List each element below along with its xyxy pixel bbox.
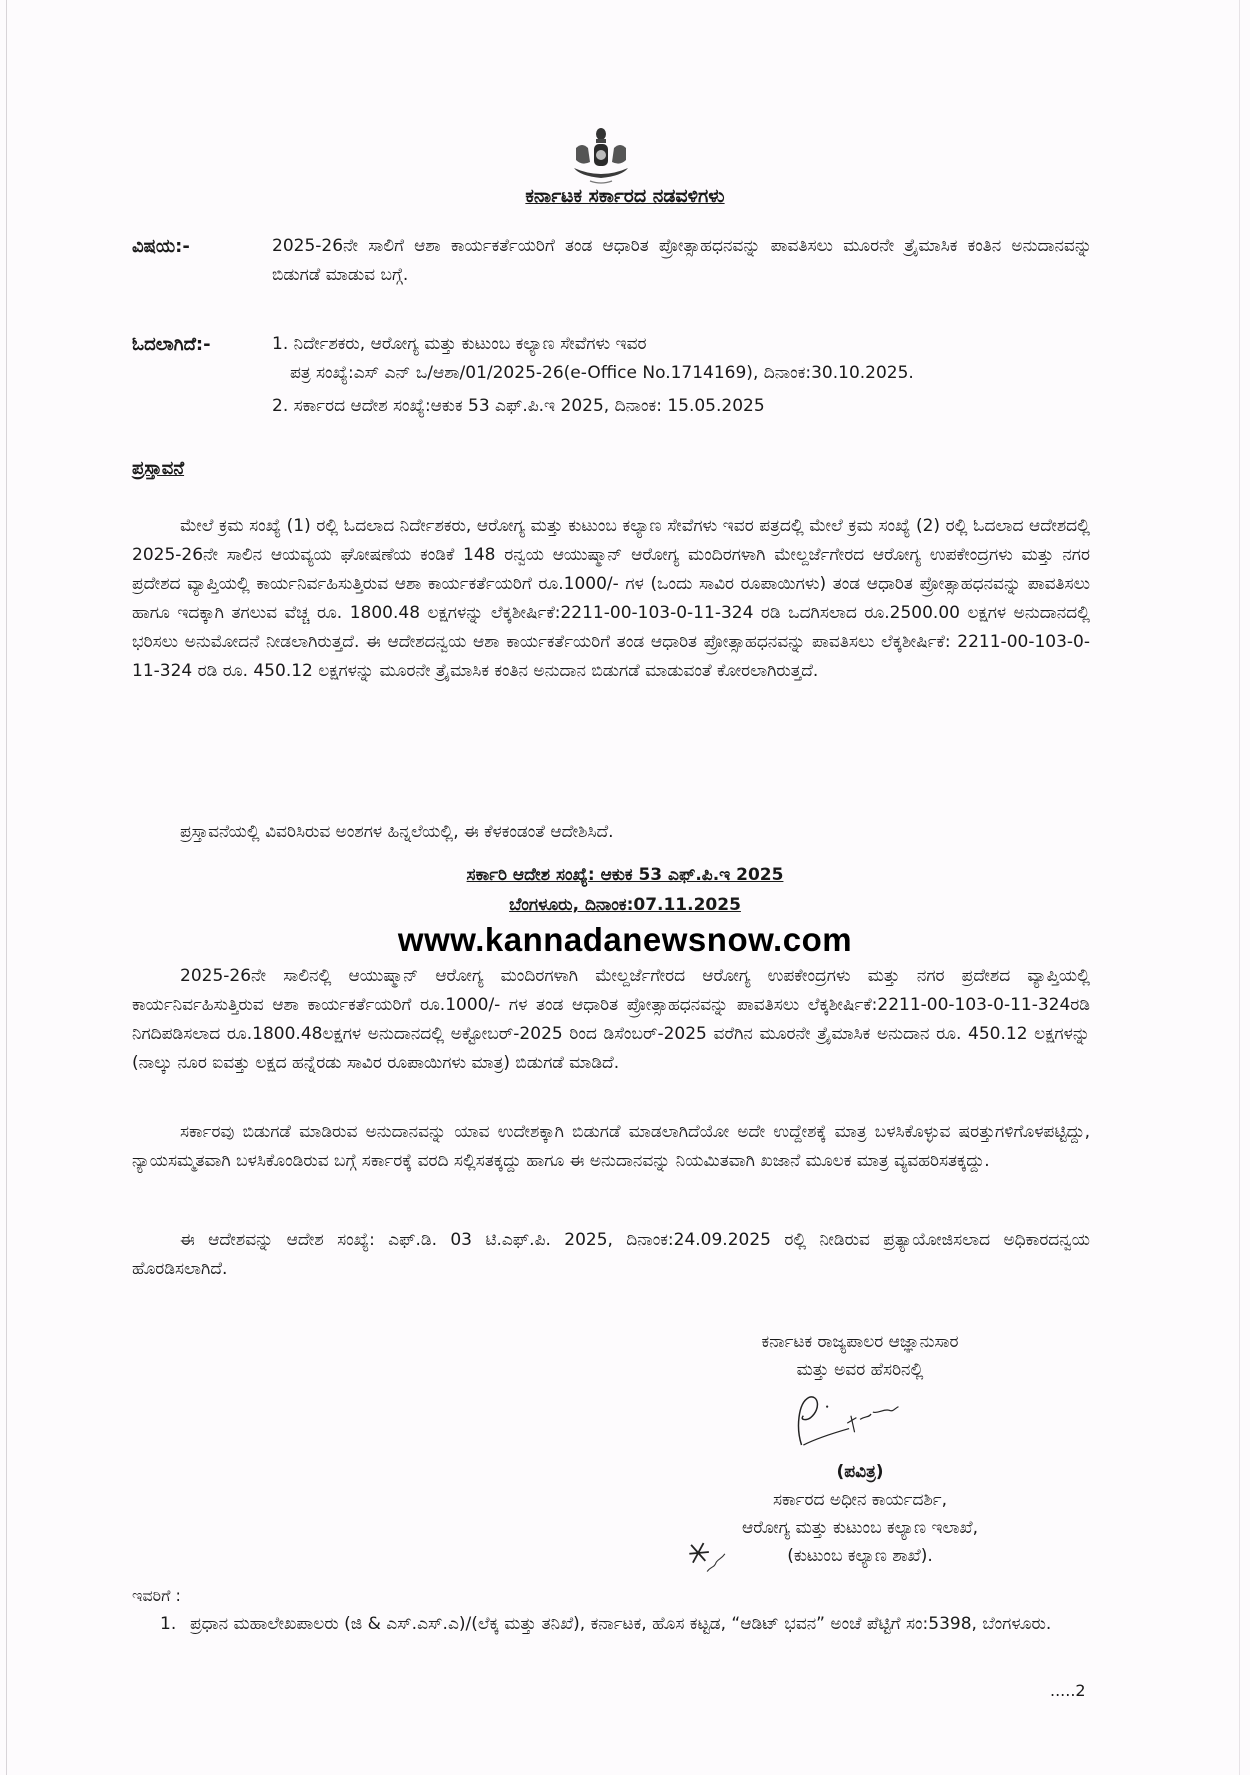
reference-1-line-2: ಪತ್ರ ಸಂಖ್ಯೆ:ಎಸ್ ಎನ್ ಒ/ಆಶಾ/01/2025-26(e-Office No.1714169), ದಿನಾಂಕ:30.10.2025. xyxy=(290,363,914,383)
order-paragraph-1: 2025-26ನೇ ಸಾಲಿನಲ್ಲಿ ಆಯುಷ್ಮಾನ್ ಆರೋಗ್ಯ ಮಂದಿರಗಳಾಗಿ ಮೇಲ್ದರ್ಜೆಗೇರದ ಆರೋಗ್ಯ ಉಪಕೇಂದ್ರಗಳು ಮತ್ತು ನಗರ ಪ್ರದೇಶದ ವ್ಯಾಪ್ತಿಯಲ್ಲಿ ಕಾರ್ಯನಿರ್ವಹಿಸುತ್ತಿರುವ ಆಶಾ ಕಾರ್ಯಕರ್ತೆಯರಿಗೆ ರೂ.1000/- ಗಳ ತಂಡ ಆಧಾರಿತ ಪ್ರೋತ್ಸಾಹಧನವನ್ನು ಪಾವತಿಸಲು ಲೆಕ್ಕಶೀರ್ಷಿಕೆ:2211-00-103-0-11-324ರಡಿ ನಿಗದಿಪಡಿಸಲಾದ ರೂ.1800.48ಲಕ್ಷಗಳ ಅನುದಾನದಲ್ಲಿ ಅಕ್ಟೋಬರ್-2025 ರಿಂದ ಡಿಸೆಂಬರ್-2025 ವರೆಗಿನ ಮೂರನೇ ತ್ರೈಮಾಸಿಕ ಅನುದಾನ ರೂ. 450.12 ಲಕ್ಷಗಳನ್ನು (ನಾಲ್ಕು ನೂರ ಐವತ್ತು ಲಕ್ಷದ ಹನ್ನೆರಡು ಸಾವಿರ ರೂಪಾಯಿಗಳು ಮಾತ್ರ) ಬಿಡುಗಡೆ ಮಾಡಿದೆ. xyxy=(132,966,1090,1073)
handwritten-signature xyxy=(785,1392,915,1456)
references-label: ಓದಲಾಗಿದೆ:- xyxy=(132,334,211,355)
reference-1-line-1: 1. ನಿರ್ದೇಶಕರು, ಆರೋಗ್ಯ ಮತ್ತು ಕುಟುಂಬ ಕಲ್ಯಾಣ ಸೇವೆಗಳು ಇವರ xyxy=(272,334,647,354)
designation-line-2: ಆರೋಗ್ಯ ಮತ್ತು ಕುಟುಂಬ ಕಲ್ಯಾಣ ಇಲಾಖೆ, xyxy=(741,1518,979,1538)
references-section xyxy=(132,330,1092,421)
preamble-paragraph: ಮೇಲೆ ಕ್ರಮ ಸಂಖ್ಯೆ (1) ರಲ್ಲಿ ಓದಲಾದ ನಿರ್ದೇಶಕರು, ಆರೋಗ್ಯ ಮತ್ತು ಕುಟುಂಬ ಕಲ್ಯಾಣ ಸೇವೆಗಳು ಇವರ ಪತ್ರದಲ್ಲಿ ಮೇಲೆ ಕ್ರಮ ಸಂಖ್ಯೆ (2) ರಲ್ಲಿ ಓದಲಾದ ಆದೇಶದಲ್ಲಿ 2025-26ನೇ ಸಾಲಿನ ಆಯವ್ಯಯ ಘೋಷಣೆಯ ಕಂಡಿಕೆ 148 ರನ್ವಯ ಆಯುಷ್ಮಾನ್ ಆರೋಗ್ಯ ಮಂದಿರಗಳಾಗಿ ಮೇಲ್ದರ್ಜೆಗೇರದ ಆರೋಗ್ಯ ಉಪಕೇಂದ್ರಗಳು ಮತ್ತು ನಗರ ಪ್ರದೇಶದ ವ್ಯಾಪ್ತಿಯಲ್ಲಿ ಕಾರ್ಯನಿರ್ವಹಿಸುತ್ತಿರುವ ಆಶಾ ಕಾರ್ಯಕರ್ತೆಯರಿಗೆ ರೂ.1000/- ಗಳ (ಒಂದು ಸಾವಿರ ರೂಪಾಯಿಗಳು) ತಂಡ ಆಧಾರಿತ ಪ್ರೋತ್ಸಾಹಧನವನ್ನು ಪಾವತಿಸಲು ಹಾಗೂ ಇದಕ್ಕಾಗಿ ತಗಲುವ ವೆಚ್ಚ ರೂ. 1800.48 ಲಕ್ಷಗಳನ್ನು ಲೆಕ್ಕಶೀರ್ಷಿಕೆ:2211-00-103-0-11-324 ರಡಿ ಒದಗಿಸಲಾದ ರೂ.2500.00 ಲಕ್ಷಗಳ ಅನುದಾನದಲ್ಲಿ ಭರಿಸಲು ಅನುಮೋದನೆ ನೀಡಲಾಗಿರುತ್ತದೆ. ಈ ಆದೇಶದನ್ವಯ ಆಶಾ ಕಾರ್ಯಕರ್ತೆಯರಿಗೆ ತಂಡ ಆಧಾರಿತ ಪ್ರೋತ್ಸಾಹಧನವನ್ನು ಪಾವತಿಸಲು ಲೆಕ್ಕಶೀರ್ಷಿಕೆ: 2211-00-103-0-11-324 ರಡಿ ರೂ. 450.12 ಲಕ್ಷಗಳನ್ನು ಮೂರನೇ ತ್ರೈಮಾಸಿಕ ಕಂತಿನ ಅನುದಾನ ಬಿಡುಗಡೆ ಮಾಡುವಂತೆ ಕೋರಲಾಗಿರುತ್ತದೆ. xyxy=(132,516,1090,681)
subject-label: ವಿಷಯ:- xyxy=(132,236,190,257)
order-number: ಸರ್ಕಾರಿ ಆದೇಶ ಸಂಖ್ಯೆ: ಆಕುಕ 53 ಎಫ್.ಪಿ.ಇ 2025 xyxy=(466,865,784,885)
authority-line-1: ಕರ್ನಾಟಕ ರಾಜ್ಯಪಾಲರ ಆಜ್ಞಾನುಸಾರ xyxy=(761,1332,959,1352)
subject-text: 2025-26ನೇ ಸಾಲಿಗೆ ಆಶಾ ಕಾರ್ಯಕರ್ತೆಯರಿಗೆ ತಂಡ ಆಧಾರಿತ ಪ್ರೋತ್ಸಾಹಧನವನ್ನು ಪಾವತಿಸಲು ಮೂರನೇ ತ್ರೈಮಾಸಿಕ ಕಂತಿನ ಅನುದಾನವನ್ನು ಬಿಡುಗಡೆ ಮಾಡುವ ಬಗ್ಗೆ. xyxy=(272,236,1092,285)
preamble-heading: ಪ್ರಸ್ತಾವನೆ xyxy=(132,458,185,479)
signatory-name: (ಪವಿತ್ರ) xyxy=(836,1462,884,1482)
recipient-item: ಪ್ರಧಾನ ಮಹಾಲೇಖಪಾಲರು (ಜಿ & ಎಸ್.ಎಸ್.ಎ)/(ಲೆಕ್ಕ ಮತ್ತು ತನಿಖೆ), ಕರ್ನಾಟಕ, ಹೊಸ ಕಟ್ಟಡ, “ಆಡಿಟ್ ಭವನ” ಅಂಚೆ ಪೆಟ್ಟಿಗೆ ಸಂ:5398, ಬೆಂಗಳೂರು. xyxy=(190,1614,1052,1634)
recipients-list xyxy=(160,1610,1095,1638)
designation-line-3: (ಕುಟುಂಬ ಕಲ್ಯಾಣ ಶಾಖೆ). xyxy=(787,1546,933,1566)
order-paragraph-3: ಈ ಆದೇಶವನ್ನು ಆದೇಶ ಸಂಖ್ಯೆ: ಎಫ್.ಡಿ. 03 ಟಿ.ಎಫ್.ಪಿ. 2025, ದಿನಾಂಕ:24.09.2025 ರಲ್ಲಿ ನೀಡಿರುವ ಪ್ರತ್ಯಾಯೋಜಿಸಲಾದ ಅಧಿಕಾರದನ್ವಯ ಹೊರಡಿಸಲಾಗಿದೆ. xyxy=(132,1230,1090,1279)
designation-line-1: ಸರ್ಕಾರದ ಅಧೀನ ಕಾರ್ಯದರ್ಶಿ, xyxy=(773,1490,947,1510)
document-title: ಕರ್ನಾಟಕ ಸರ್ಕಾರದ ನಡವಳಿಗಳು xyxy=(525,185,725,207)
handwritten-initials xyxy=(683,1536,733,1576)
authority-line xyxy=(620,1328,1100,1384)
subject-section xyxy=(132,232,1092,290)
recipient-number: 1. xyxy=(160,1614,177,1634)
authority-line-2: ಮತ್ತು ಅವರ ಹೆಸರಿನಲ್ಲಿ xyxy=(796,1360,924,1380)
recipients-label: ಇವರಿಗೆ : xyxy=(132,1586,181,1605)
order-place-date: ಬೆಂಗಳೂರು, ದಿನಾಂಕ:07.11.2025 xyxy=(509,895,741,915)
website-watermark: www.kannadanewsnow.com xyxy=(397,921,853,958)
page-continuation: .....2 xyxy=(1050,1681,1086,1700)
preamble-conclusion: ಪ್ರಸ್ತಾವನೆಯಲ್ಲಿ ವಿವರಿಸಿರುವ ಅಂಶಗಳ ಹಿನ್ನಲೆಯಲ್ಲಿ, ಈ ಕೆಳಕಂಡಂತೆ ಆದೇಶಿಸಿದೆ. xyxy=(180,822,614,842)
state-emblem-icon xyxy=(566,126,636,186)
reference-2: 2. ಸರ್ಕಾರದ ಆದೇಶ ಸಂಖ್ಯೆ:ಆಕುಕ 53 ಎಫ್.ಪಿ.ಇ 2025, ದಿನಾಂಕ: 15.05.2025 xyxy=(272,396,765,416)
order-paragraph-2: ಸರ್ಕಾರವು ಬಿಡುಗಡೆ ಮಾಡಿರುವ ಅನುದಾನವನ್ನು ಯಾವ ಉದೇಶಕ್ಕಾಗಿ ಬಿಡುಗಡೆ ಮಾಡಲಾಗಿದೆಯೋ ಅದೇ ಉದ್ದೇಶಕ್ಕೆ ಮಾತ್ರ ಬಳಸಿಕೊಳ್ಳುವ ಷರತ್ತುಗಳಿಗೊಳಪಟ್ಟಿದ್ದು, ನ್ಯಾಯಸಮ್ಮತವಾಗಿ ಬಳಸಿಕೊಂಡಿರುವ ಬಗ್ಗೆ ಸರ್ಕಾರಕ್ಕೆ ವರದಿ ಸಲ್ಲಿಸತಕ್ಕದ್ದು ಹಾಗೂ ಈ ಅನುದಾನವನ್ನು ನಿಯಮಿತವಾಗಿ ಖಜಾನೆ ಮೂಲಕ ಮಾತ್ರ ವ್ಯವಹರಿಸತಕ್ಕದ್ದು. xyxy=(132,1122,1090,1171)
